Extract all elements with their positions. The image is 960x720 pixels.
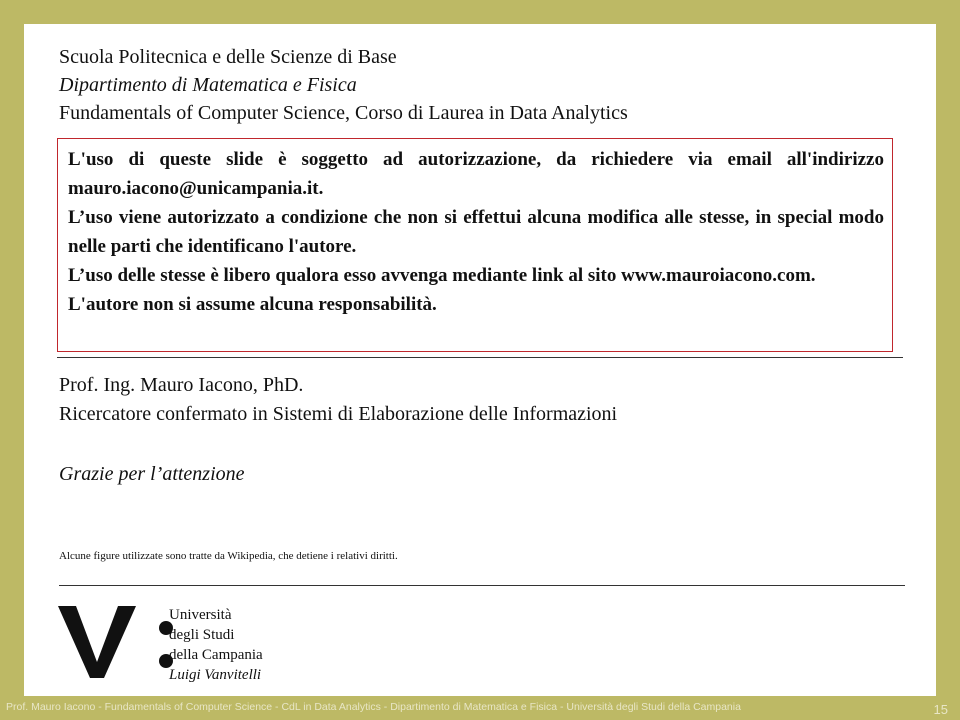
university-line-1: Università <box>169 607 232 623</box>
notice-paragraph-3: L’uso delle stesse è libero qualora esso avvenga mediante link al sito www.mauroiacono.com. <box>68 265 816 286</box>
university-line-4: Luigi Vanvitelli <box>169 667 262 683</box>
page-number: 15 <box>933 702 948 717</box>
footer-text: Prof. Mauro Iacono - Fundamentals of Computer Science - CdL in Data Analytics - Dipartimento di Matematica e Fisica - Università degli Studi della Campania <box>6 701 741 713</box>
author-block <box>59 371 617 429</box>
author-name: Prof. Ing. Mauro Iacono, PhD. <box>59 374 304 396</box>
notice-paragraph-4: L'autore non si assume alcuna responsabilità. <box>68 294 437 315</box>
divider-bottom <box>59 585 905 586</box>
divider-top <box>57 357 903 358</box>
usage-notice-box <box>57 138 893 352</box>
author-role: Ricercatore confermato in Sistemi di Elaborazione delle Informazioni <box>59 403 618 425</box>
slide <box>24 24 936 696</box>
university-line-3: della Campania <box>169 647 263 663</box>
department-name: Dipartimento di Matematica e Fisica <box>59 74 357 96</box>
notice-paragraph-1: L'uso di queste slide è soggetto ad autorizzazione, da richiedere via email all'indirizzo mauro.iacono@unicampania.it. <box>68 149 884 199</box>
notice-paragraph-2: L’uso viene autorizzato a condizione che non si effettui alcuna modifica alle stesse, in special modo nelle parti che identificano l'autore. <box>68 207 884 257</box>
header <box>59 43 628 127</box>
course-name: Fundamentals of Computer Science, Corso di Laurea in Data Analytics <box>59 102 628 124</box>
school-name: Scuola Politecnica e delle Scienze di Base <box>59 46 397 68</box>
thanks-text: Grazie per l’attenzione <box>59 463 245 485</box>
university-line-2: degli Studi <box>169 627 235 643</box>
credits-text: Alcune figure utilizzate sono tratte da Wikipedia, che detiene i relativi diritti. <box>59 550 398 562</box>
university-name <box>169 605 263 685</box>
